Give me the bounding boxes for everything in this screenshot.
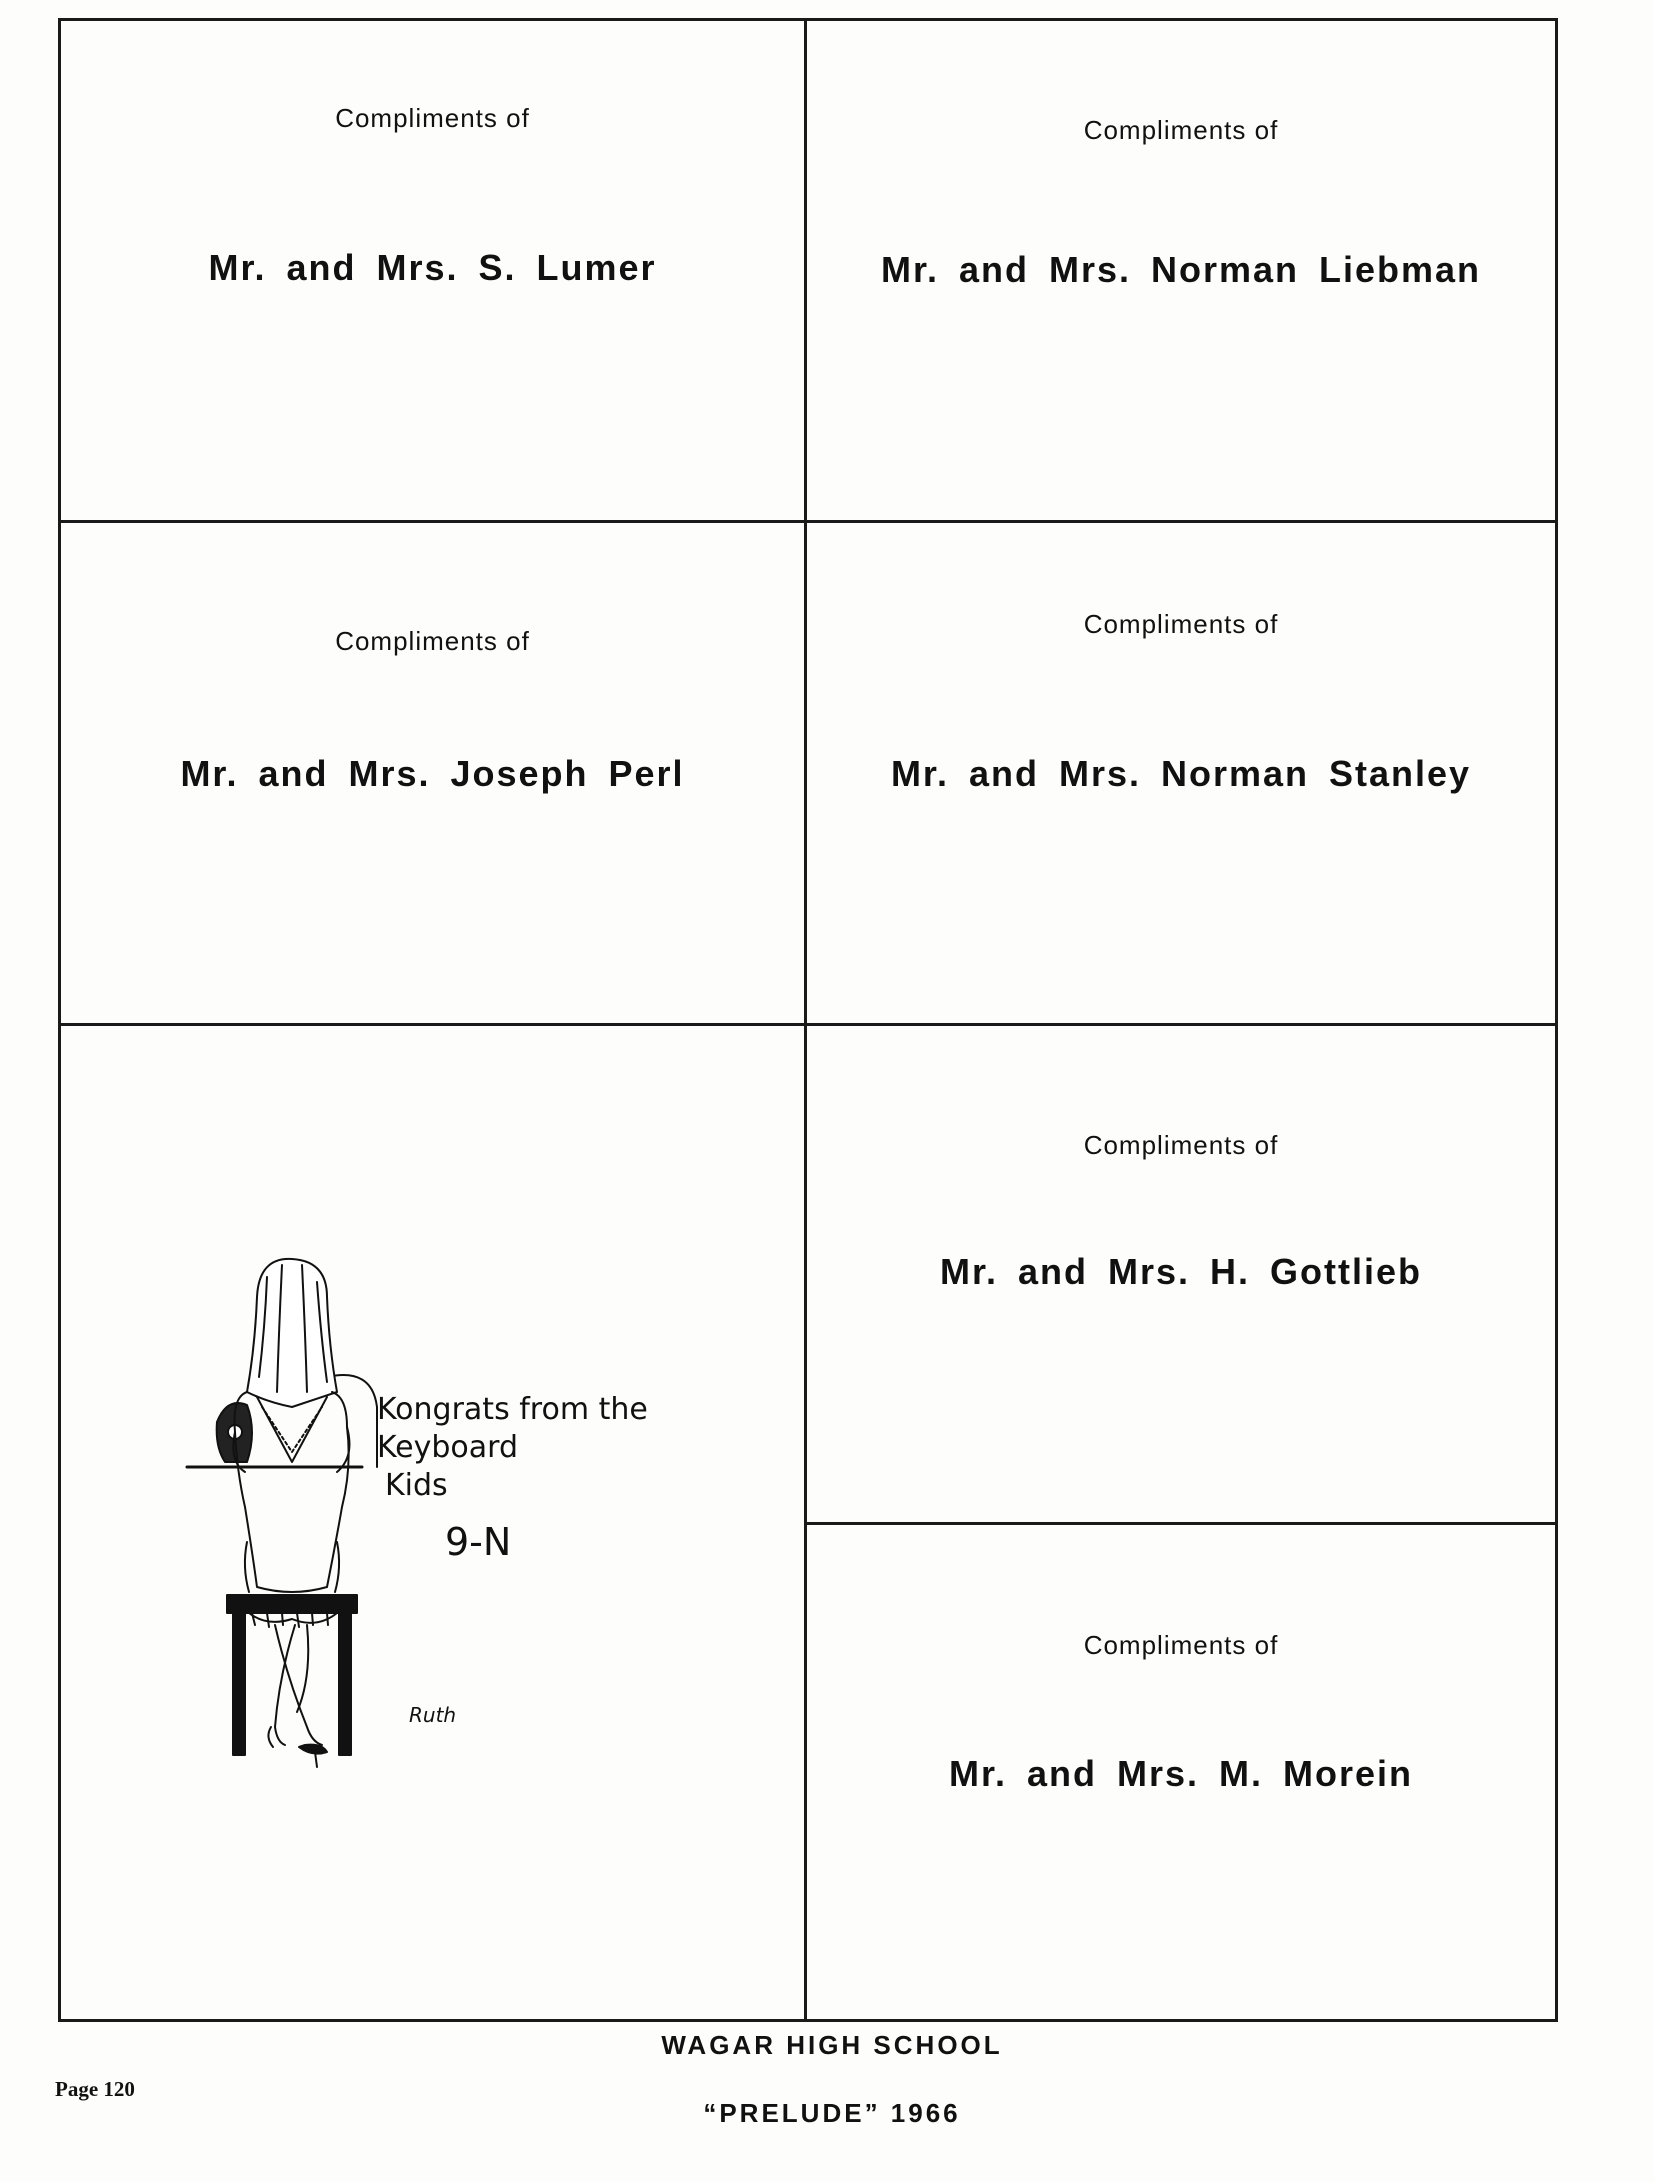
sponsor-name: Mr. and Mrs. Norman Liebman <box>880 249 1482 290</box>
compliments-heading: Compliments of <box>1083 1130 1279 1160</box>
school-name: WAGAR HIGH SCHOOL <box>661 2030 1003 2060</box>
compliments-heading: Compliments of <box>335 103 530 133</box>
handwritten-message-line-2: Keyboard <box>377 1430 519 1465</box>
handwritten-message-line-1: Kongrats from the <box>377 1392 648 1427</box>
yearbook-title: “PRELUDE” 1966 <box>703 2098 961 2128</box>
ad-morein <box>807 1525 1555 2019</box>
sponsor-name: Mr. and Mrs. Joseph Perl <box>180 753 685 794</box>
ad-stanley <box>807 523 1555 1023</box>
handwritten-message-line-3: Kids <box>385 1468 448 1503</box>
compliments-heading: Compliments of <box>1083 1630 1279 1660</box>
compliments-heading: Compliments of <box>335 626 530 656</box>
ad-lumer <box>61 21 804 520</box>
sponsor-name: Mr. and Mrs. H. Gottlieb <box>939 1251 1423 1292</box>
compliments-heading: Compliments of <box>1083 115 1279 145</box>
page-number: Page 120 <box>55 2077 135 2101</box>
piano-girl-illustration <box>187 1257 648 1757</box>
ad-liebman <box>807 21 1555 520</box>
class-label: 9-N <box>445 1520 512 1564</box>
sponsor-name: Mr. and Mrs. Norman Stanley <box>890 753 1472 794</box>
advertisement-grid <box>58 18 1558 2022</box>
artist-signature: Ruth <box>409 1703 457 1727</box>
ad-gottlieb <box>807 1026 1555 1522</box>
sponsor-name: Mr. and Mrs. S. Lumer <box>208 247 657 288</box>
sponsor-name: Mr. and Mrs. M. Morein <box>948 1753 1414 1794</box>
ad-keyboard-kids <box>61 1026 804 2019</box>
ad-perl <box>61 523 804 1023</box>
compliments-heading: Compliments of <box>1083 609 1279 639</box>
